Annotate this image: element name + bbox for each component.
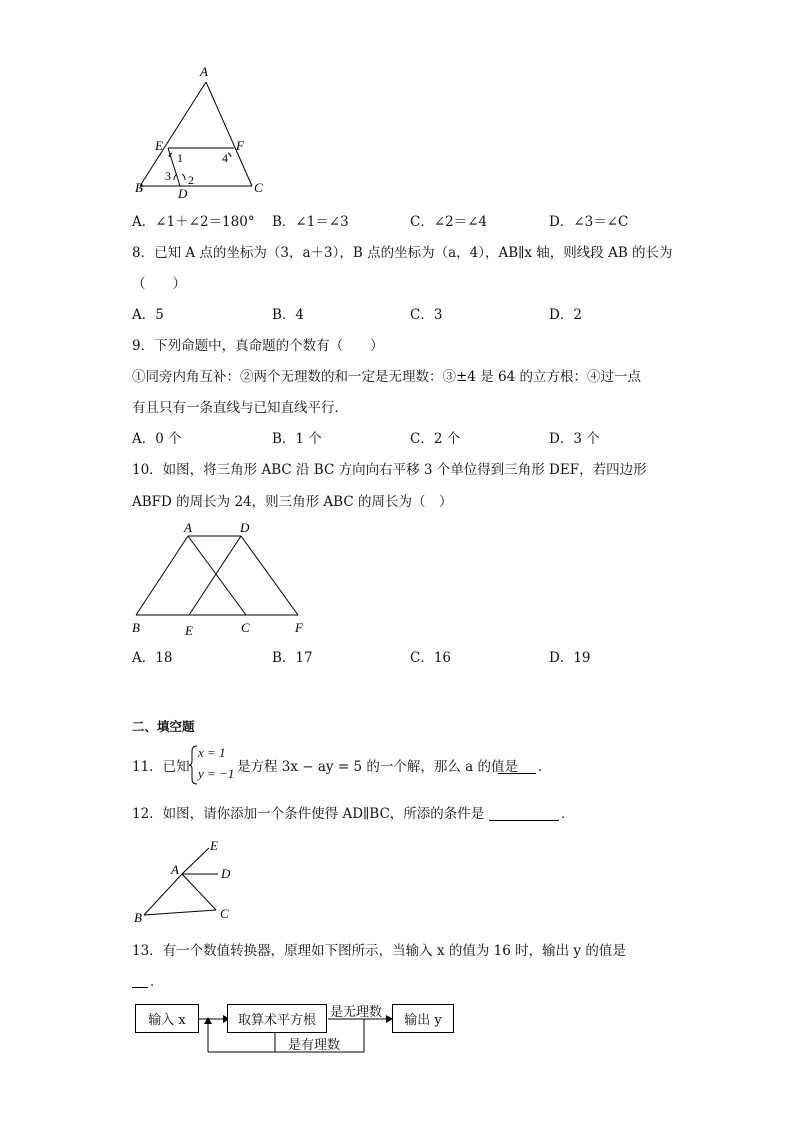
angle-4: 4 bbox=[222, 151, 228, 165]
q12-end: ． bbox=[561, 806, 575, 822]
q11-text: 是方程 3x − ay = 5 的一个解，那么 a 的值是 bbox=[237, 759, 518, 775]
figure-q12 bbox=[130, 836, 240, 926]
flow-irrational-label: 是无理数 bbox=[330, 1005, 383, 1020]
q13-end: ． bbox=[150, 974, 164, 990]
q11-blank[interactable] bbox=[498, 760, 536, 774]
q11-system-eq2: y = −1 bbox=[198, 766, 235, 781]
label-A: A bbox=[171, 862, 179, 877]
q9-option-d: D．3 个 bbox=[549, 431, 600, 447]
q9-option-a: A．0 个 bbox=[132, 431, 182, 447]
flow-input-box bbox=[135, 1004, 199, 1033]
flow-rational-label: 是有理数 bbox=[288, 1038, 341, 1053]
q7-option-a: A．∠1＋∠2＝180° bbox=[132, 214, 255, 230]
flow-output-box bbox=[392, 1004, 454, 1033]
label-E: E bbox=[185, 623, 193, 638]
label-B: B bbox=[132, 620, 140, 635]
q9-stem: 9．下列命题中，真命题的个数有（ ） bbox=[132, 338, 384, 354]
label-E: E bbox=[155, 138, 163, 153]
q9-statements: ①同旁内角互补：②两个无理数的和一定是无理数：③±4 是 64 的立方根：④过一点 bbox=[132, 369, 641, 385]
figure-q10 bbox=[128, 518, 318, 640]
q7-option-b: B．∠1＝∠3 bbox=[272, 214, 349, 230]
flow-output-label: 输出 y bbox=[404, 1013, 442, 1028]
q10-stem: 10．如图，将三角形 ABC 沿 BC 方向向右平移 3 个单位得到三角形 DEF，若四边形 bbox=[132, 462, 647, 478]
q8-option-a: A．5 bbox=[132, 307, 164, 323]
q11-prefix: 11．已知 bbox=[132, 759, 190, 775]
q11-system-eq1: x = 1 bbox=[198, 745, 226, 760]
q8-option-c: C．3 bbox=[410, 307, 443, 323]
label-D: D bbox=[221, 866, 231, 881]
angle-1: 1 bbox=[177, 151, 183, 165]
q8-stem: 8．已知 A 点的坐标为（3，a＋3），B 点的坐标为（a，4），AB∥x 轴，则线段 AB 的长为 bbox=[132, 245, 673, 261]
label-F: F bbox=[295, 620, 303, 635]
brace-icon bbox=[188, 745, 198, 785]
q10-stem-cont: ABFD 的周长为 24，则三角形 ABC 的周长为（ ） bbox=[132, 494, 453, 510]
q7-option-c: C．∠2＝∠4 bbox=[410, 214, 488, 230]
label-E: E bbox=[210, 838, 218, 853]
flow-process-label: 取算术平方根 bbox=[237, 1013, 316, 1028]
q10-option-c: C．16 bbox=[410, 650, 452, 666]
label-D: D bbox=[240, 520, 250, 535]
label-B: B bbox=[134, 910, 142, 925]
figure-q7 bbox=[130, 62, 270, 204]
flow-process-box bbox=[227, 1004, 327, 1033]
label-A: A bbox=[184, 520, 192, 535]
q8-option-b: B．4 bbox=[272, 307, 305, 323]
q8-option-d: D．2 bbox=[549, 307, 582, 323]
label-C: C bbox=[254, 180, 263, 195]
q13-stem: 13．有一个数值转换器，原理如下图所示，当输入 x 的值为 16 时，输出 y 的值是 bbox=[132, 943, 626, 959]
angle-2: 2 bbox=[188, 173, 194, 187]
q9-statements-cont: 有且只有一条直线与已知直线平行． bbox=[132, 400, 348, 416]
label-C: C bbox=[220, 906, 229, 921]
label-F: F bbox=[236, 138, 244, 153]
q7-option-d: D．∠3＝∠C bbox=[549, 214, 629, 230]
arrow-icon bbox=[204, 1017, 212, 1024]
q10-option-b: B．17 bbox=[272, 650, 313, 666]
q11-end: ． bbox=[538, 759, 552, 775]
q10-option-a: A．18 bbox=[132, 650, 173, 666]
q9-option-b: B．1 个 bbox=[272, 431, 322, 447]
label-B: B bbox=[135, 180, 143, 195]
q12-stem: 12．如图，请你添加一个条件使得 AD∥BC，所添的条件是 bbox=[132, 806, 485, 822]
q12-blank[interactable] bbox=[489, 807, 559, 821]
label-D: D bbox=[178, 186, 188, 201]
q10-option-d: D．19 bbox=[549, 650, 591, 666]
label-A: A bbox=[200, 64, 208, 79]
angle-3: 3 bbox=[165, 169, 171, 183]
label-C: C bbox=[241, 620, 250, 635]
q8-paren: （ ） bbox=[132, 276, 186, 292]
section-title: 二、填空题 bbox=[132, 719, 195, 734]
q9-option-c: C．2 个 bbox=[410, 431, 461, 447]
flow-input-label: 输入 x bbox=[148, 1013, 186, 1028]
q13-blank[interactable] bbox=[132, 974, 148, 988]
